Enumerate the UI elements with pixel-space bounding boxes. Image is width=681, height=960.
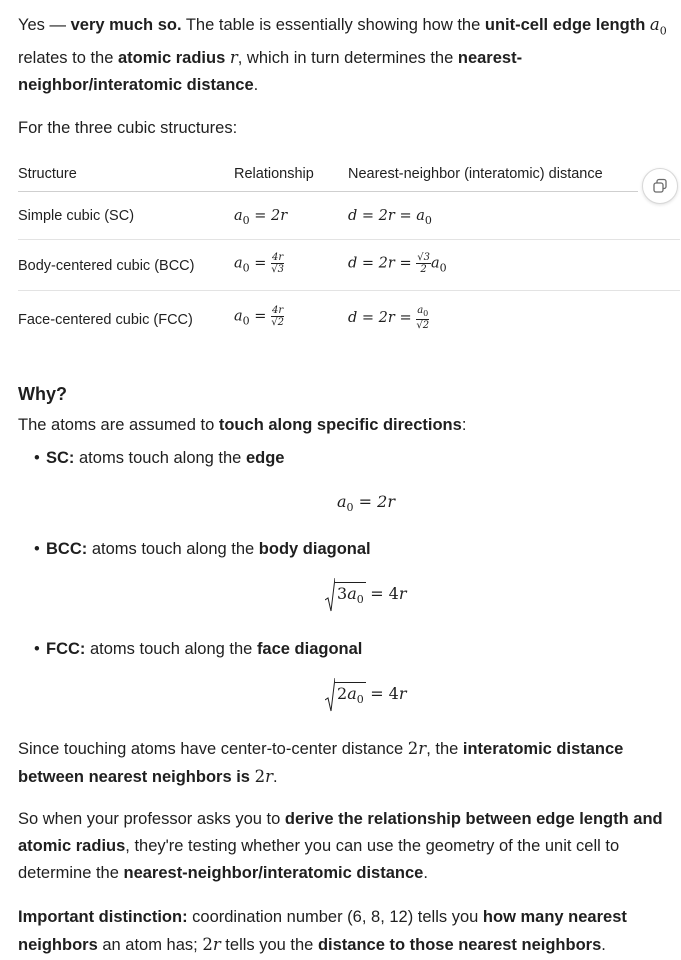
bullet-dot: • xyxy=(34,449,40,467)
para-text: tells you the xyxy=(220,936,318,954)
bullet-text: atoms touch along the xyxy=(87,540,259,558)
table-header-distance: Nearest-neighbor (interatomic) distance xyxy=(348,166,603,182)
para-text: So when your professor asks you to xyxy=(18,810,285,828)
bullet-label: SC: xyxy=(46,449,75,467)
intro-bold: nearest-neighbor/interatomic distance xyxy=(18,49,523,95)
para-text: coordination number (6, 8, 12) tells you xyxy=(187,908,483,926)
intro-bold: very much so. xyxy=(70,16,182,34)
bullet-bold: body diagonal xyxy=(258,540,371,558)
math-a0: $a_0$ xyxy=(649,15,667,38)
list-item xyxy=(34,537,371,561)
table-cell-structure: Body-centered cubic (BCC) xyxy=(18,258,195,274)
para-bold: how many nearest neighbors xyxy=(18,908,627,954)
intro-bold: atomic radius xyxy=(117,49,226,68)
table-row-divider xyxy=(18,290,680,291)
bullet-text: atoms touch along the xyxy=(85,640,257,658)
table-header-structure: Structure xyxy=(18,166,77,182)
intro-text: . xyxy=(253,76,259,95)
bullet-dot: • xyxy=(34,540,40,558)
equation-sc: $a_0 = 2r$ xyxy=(337,492,395,515)
para-bold: distance to those nearest neighbors xyxy=(317,936,602,954)
why-lead-text: : xyxy=(461,416,467,434)
para-bold: Important distinction: xyxy=(18,908,188,926)
why-lead-text: The atoms are assumed to xyxy=(18,416,219,434)
bullet-bold: edge xyxy=(245,449,285,467)
table-cell-relationship: $a_0 = 2r$ xyxy=(234,208,288,227)
para-text: Since touching atoms have center-to-center distance xyxy=(18,740,408,758)
table-cell-relationship: $a_0$ = $\frac{4r}{√3}$ xyxy=(234,252,284,275)
intro-text: relates to the xyxy=(18,49,118,68)
bullet-label: FCC: xyxy=(46,640,86,658)
table-cell-structure: Simple cubic (SC) xyxy=(18,208,135,224)
para-text: . xyxy=(423,864,428,882)
para-bold: derive the relationship between edge length and atomic radius xyxy=(18,810,663,855)
para-text: . xyxy=(272,768,278,786)
intro-text: The table is essentially showing how the xyxy=(181,16,485,34)
intro-bold: unit-cell edge length xyxy=(484,16,646,34)
math-r: r xyxy=(229,48,238,68)
bullet-label: BCC: xyxy=(46,540,88,558)
table-cell-distance: d = 2r = $\frac{√3}{2}$ $a_0$ xyxy=(348,252,447,275)
para-text: an atom has; xyxy=(97,936,203,954)
equation-fcc: $2a_0 = 4r$ xyxy=(325,682,407,706)
bullet-dot: • xyxy=(34,640,40,658)
list-item xyxy=(34,637,362,661)
table-row-divider xyxy=(18,239,680,240)
copy-icon xyxy=(652,178,668,194)
para-text: , the xyxy=(426,740,463,758)
para-bold: nearest-neighbor/interatomic distance xyxy=(123,864,424,882)
table-cell-distance: d = 2r = $\frac{a_0}{√2}$ xyxy=(348,305,430,331)
table-cell-relationship: $a_0$ = $\frac{4r}{√2}$ xyxy=(234,305,284,328)
intro-text: Yes — xyxy=(18,16,71,34)
list-item xyxy=(34,446,284,470)
professor-paragraph xyxy=(18,806,668,887)
equation-bcc: $3a_0 = 4r$ xyxy=(325,582,407,606)
table-header-relationship: Relationship xyxy=(234,166,314,182)
intro-text: , which in turn determines the xyxy=(237,49,458,68)
copy-table-button[interactable] xyxy=(642,168,678,204)
para-text: . xyxy=(601,936,606,954)
table-intro: For the three cubic structures: xyxy=(18,119,238,137)
table-cell-distance: $d = 2r = a_0$ xyxy=(348,208,432,227)
why-lead xyxy=(18,412,668,439)
para-text: , they're testing whether you can use the geometry of the unit cell to determine the xyxy=(18,837,620,882)
bullet-text: atoms touch along the xyxy=(74,449,246,467)
table-cell-structure: Face-centered cubic (FCC) xyxy=(18,312,193,328)
distinction-paragraph: Important distinction: coordination number (6, 8, 12) tells you how many nearest neighbors an atom has; 2r tells you the distance to those nearest neighbors. xyxy=(18,908,627,954)
intro-paragraph xyxy=(18,11,668,99)
why-lead-bold: touch along specific directions xyxy=(218,416,462,434)
why-heading: Why? xyxy=(18,384,67,404)
bullet-bold: face diagonal xyxy=(256,640,363,658)
table-header-divider xyxy=(18,191,638,192)
distance-paragraph: Since touching atoms have center-to-center distance 2r, the interatomic distance between nearest neighbors is 2r. xyxy=(18,739,624,786)
para-bold: interatomic distance between nearest neighbors is xyxy=(18,740,624,786)
